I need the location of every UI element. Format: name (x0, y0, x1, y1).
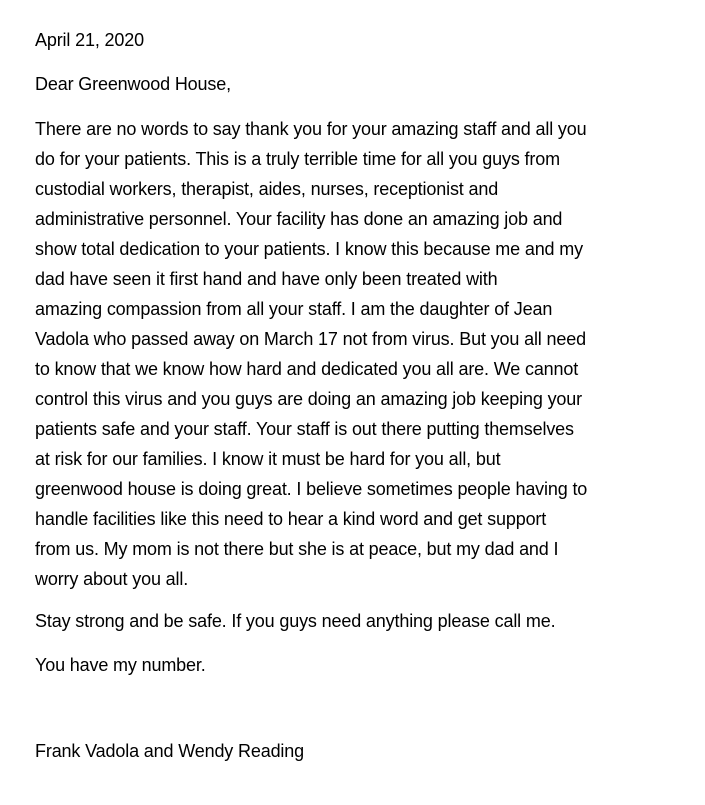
letter-closing-line: Stay strong and be safe. If you guys need anything please call me. (35, 611, 556, 631)
letter-signature: Frank Vadola and Wendy Reading (35, 741, 305, 761)
body-line: worry about you all. (35, 569, 189, 589)
body-line: dad have seen it first hand and have only been treated with (35, 269, 498, 289)
body-line: administrative personnel. Your facility has done an amazing job and (35, 209, 563, 229)
body-line: at risk for our families. I know it must be hard for you all, but (35, 449, 501, 469)
body-line: custodial workers, therapist, aides, nurses, receptionist and (35, 179, 499, 199)
body-line: There are no words to say thank you for your amazing staff and all you (35, 119, 587, 139)
letter-date: April 21, 2020 (35, 30, 144, 50)
body-line: to know that we know how hard and dedicated you all are. We cannot (35, 359, 579, 379)
body-line: handle facilities like this need to hear a kind word and get support (35, 509, 547, 529)
body-line: patients safe and your staff. Your staff is out there putting themselves (35, 419, 574, 439)
body-line: greenwood house is doing great. I believe sometimes people having to (35, 479, 588, 499)
body-line: control this virus and you guys are doing an amazing job keeping your (35, 389, 582, 409)
body-line: amazing compassion from all your staff. I am the daughter of Jean (35, 299, 553, 319)
body-line: do for your patients. This is a truly terrible time for all you guys from (35, 149, 560, 169)
body-line: Vadola who passed away on March 17 not from virus. But you all need (35, 329, 586, 349)
letter-salutation: Dear Greenwood House, (35, 74, 231, 94)
body-line: show total dedication to your patients. I know this because me and my (35, 239, 583, 259)
body-line: from us. My mom is not there but she is at peace, but my dad and I (35, 539, 559, 559)
letter-closing-line: You have my number. (35, 655, 206, 675)
